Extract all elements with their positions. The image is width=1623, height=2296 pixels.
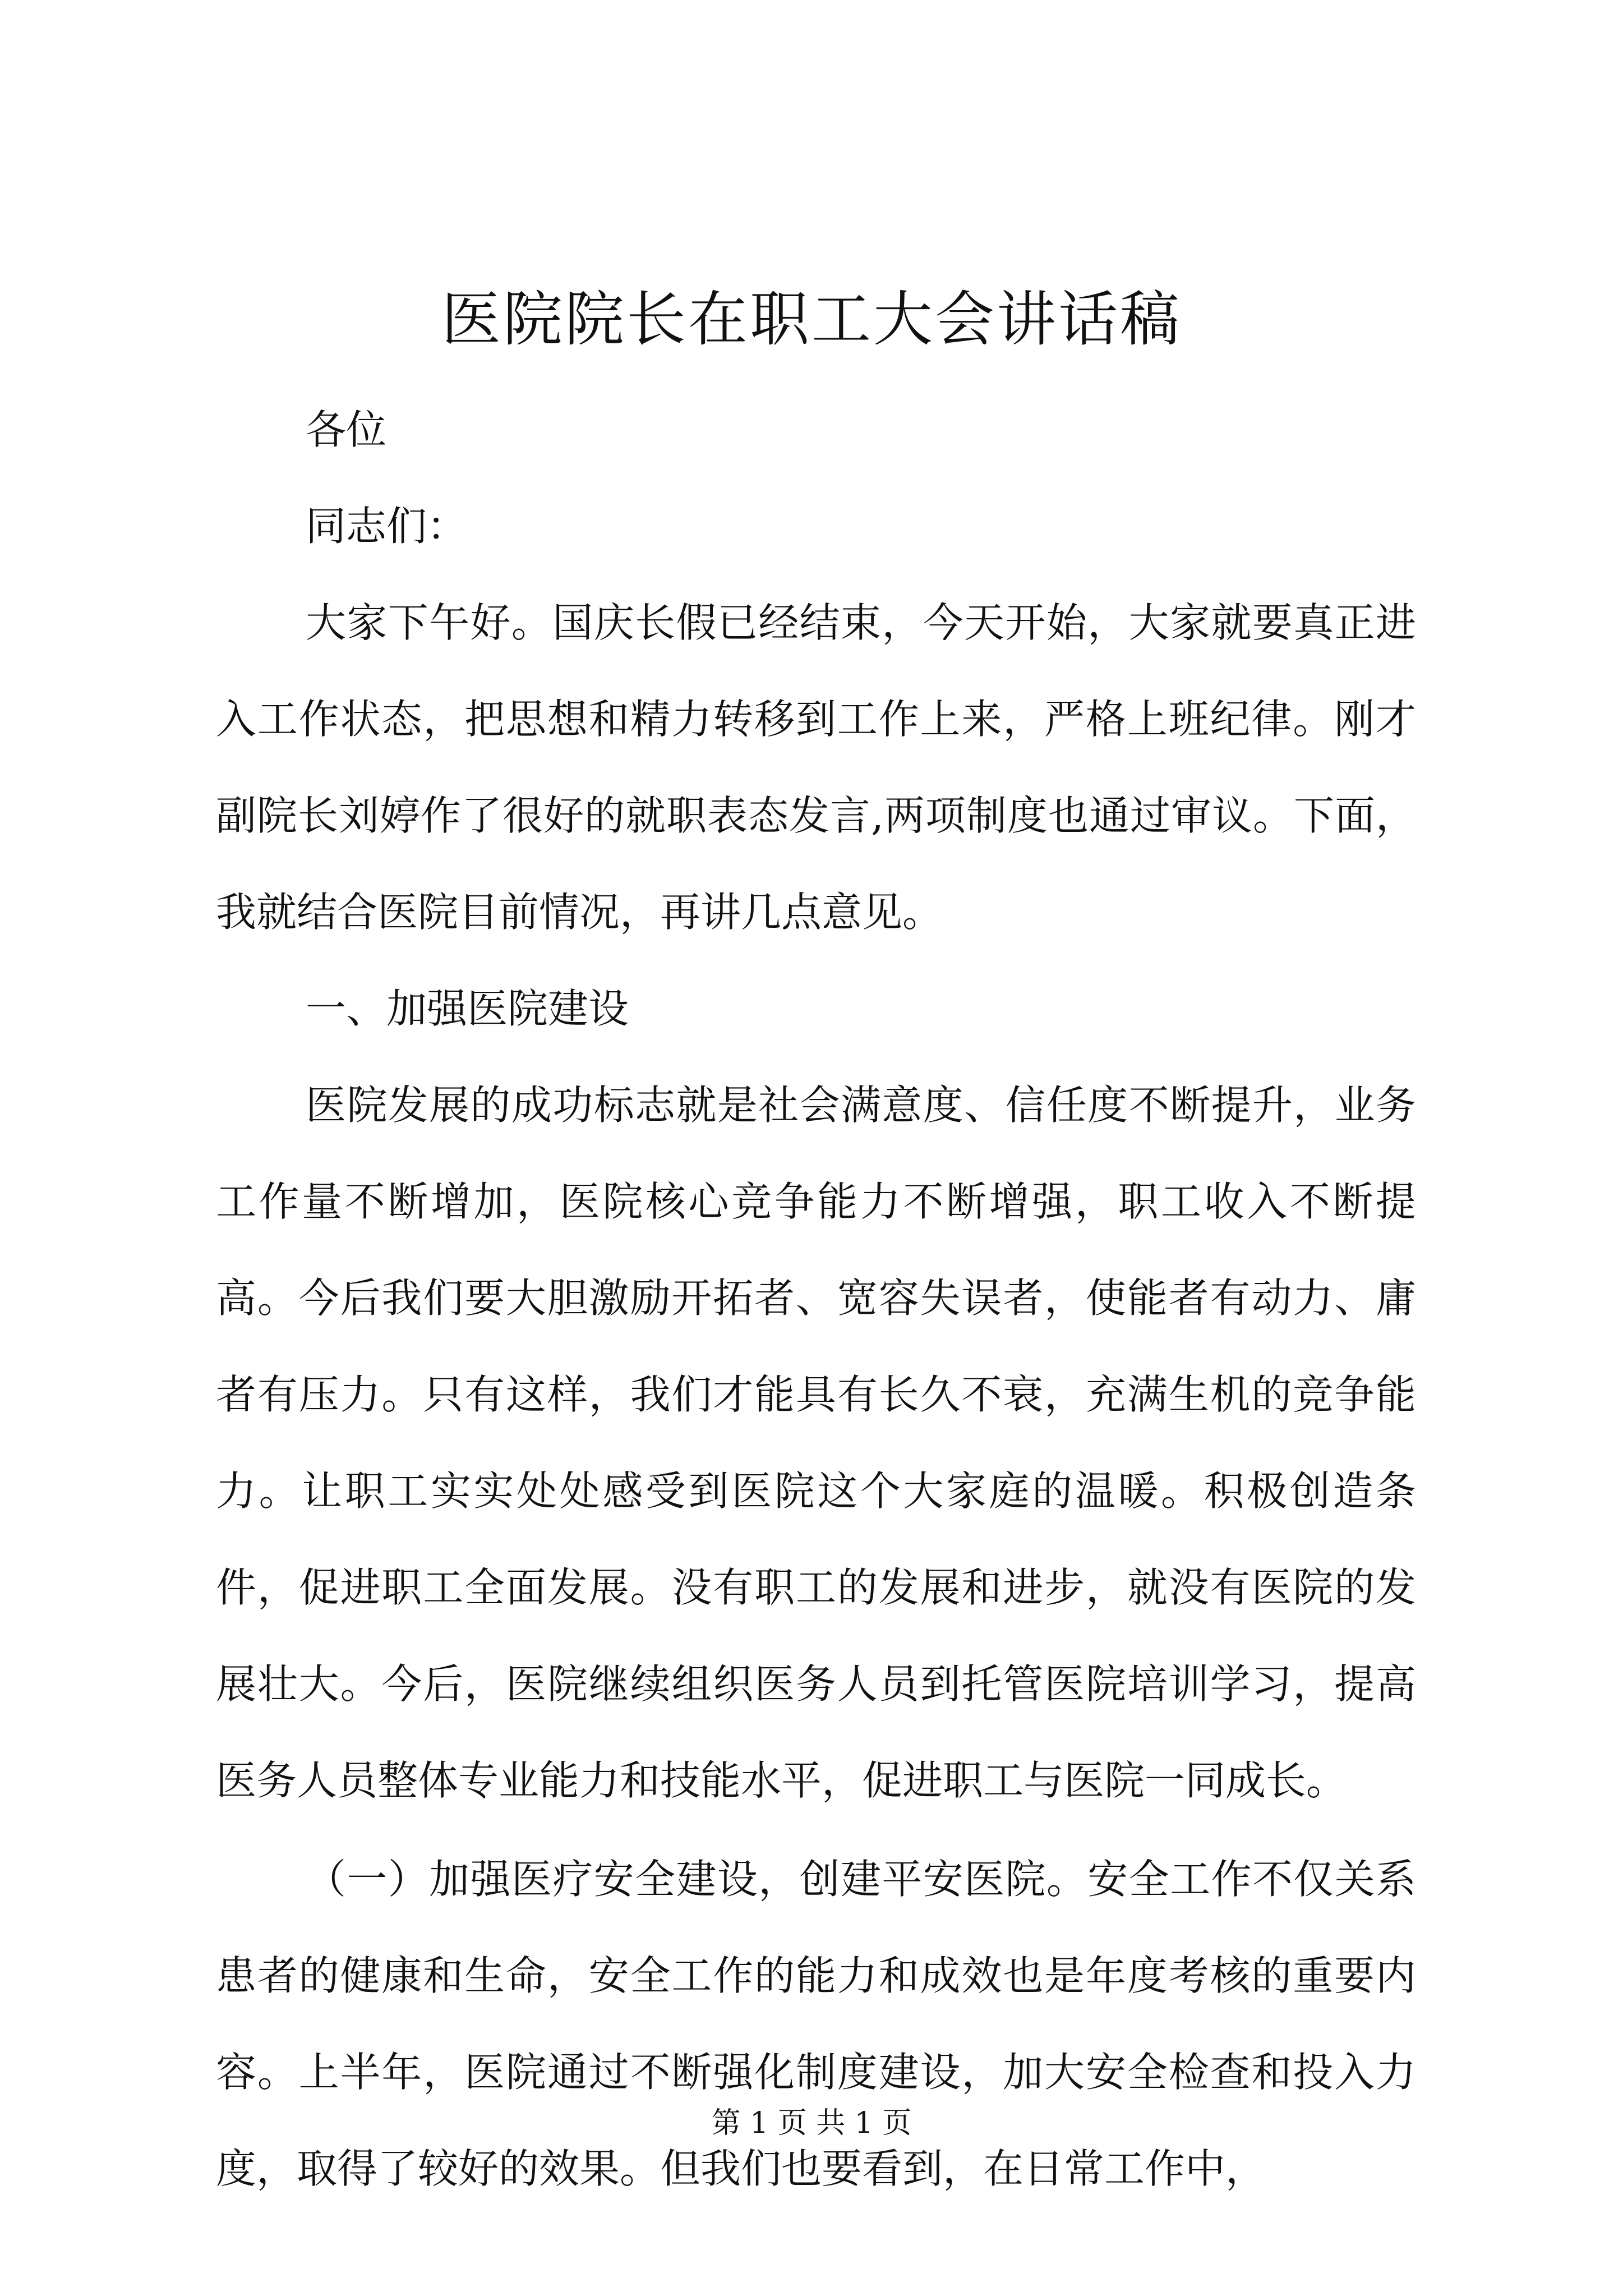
body-paragraph: 医院发展的成功标志就是社会满意度、信任度不断提升，业务工作量不断增加，医院核心竞争能力不断增强，职工收入不断提高。今后我们要大胆激励开拓者、宽容失误者，使能者有动力、庸者有压力。只有这样，我们才能具有长久不衰，充满生机的竞争能力。让职工实实处处感受到医院这个大家庭的温暖。积极创造条件，促进职工全面发展。没有职工的发展和进步，就没有医院的发展壮大。今后，医院继续组织医务人员到托管医院培训学习，提高医务人员整体专业能力和技能水平，促进职工与医院一同成长。 (216, 1082, 1416, 1804)
salutation-line-1: 各位 (306, 406, 387, 453)
document-body (216, 381, 1416, 2217)
subsection-paragraph: （一）加强医疗安全建设，创建平安医院。安全工作不仅关系患者的健康和生命，安全工作的能力和成效也是年度考核的重要内容。上半年，医院通过不断强化制度建设，加大安全检查和投入力度，取得了较好的效果。但我们也要看到，在日常工作中， (216, 1856, 1416, 2192)
opening-paragraph: 大家下午好。国庆长假已经结束，今天开始，大家就要真正进入工作状态，把思想和精力转移到工作上来，严格上班纪律。刚才副院长刘婷作了很好的就职表态发言,两项制度也通过审议。下面，我就结合医院目前情况，再讲几点意见。 (216, 599, 1416, 936)
salutation-line-2: 同志们： (306, 503, 468, 550)
document-title: 医院院长在职工大会讲话稿 (441, 285, 1182, 354)
section-heading: 一、加强医院建设 (306, 985, 629, 1032)
page-footer: 第 1 页 共 1 页 (711, 2106, 912, 2140)
